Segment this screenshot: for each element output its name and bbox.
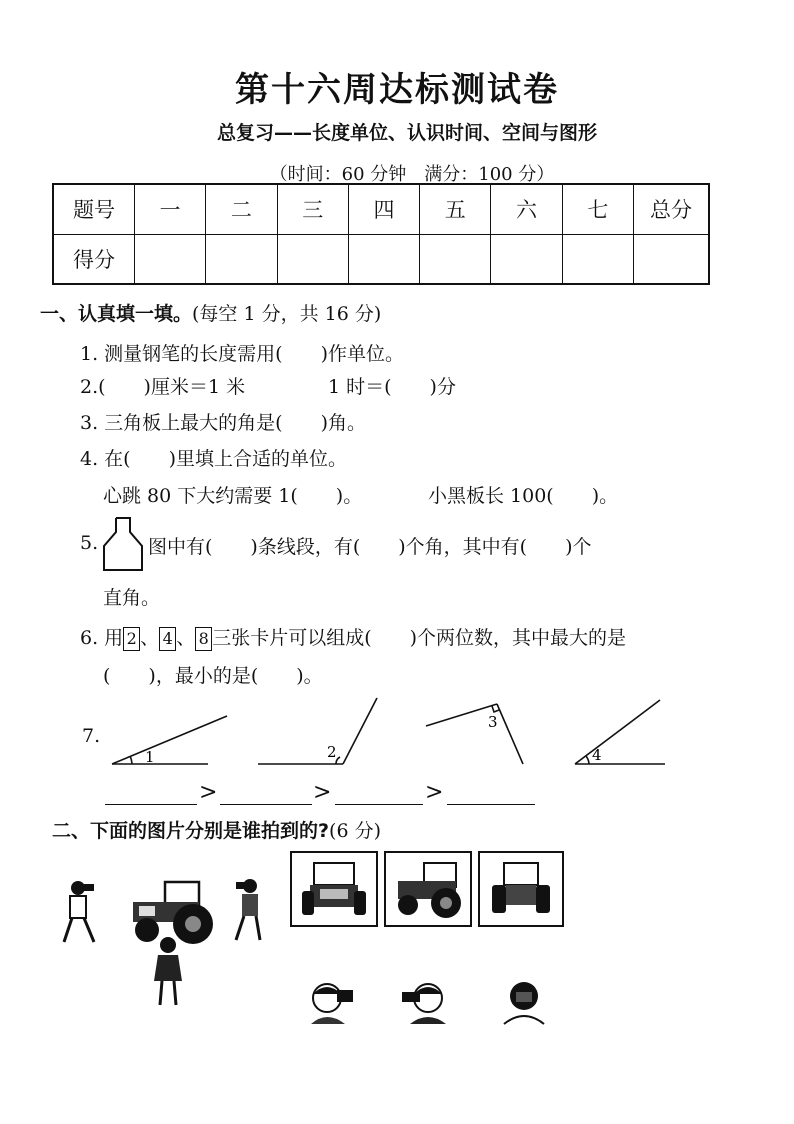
question-6-prefix: 6. 用 (80, 627, 124, 649)
angle-2 (258, 698, 377, 764)
answer-blank[interactable] (335, 804, 423, 805)
angle-3 (426, 704, 523, 764)
question-2a: 2.( )厘米＝1 米 (80, 376, 246, 398)
separator: 、 (140, 627, 160, 649)
question-6-text: 三张卡片可以组成( )个两位数，其中最大的是 (212, 627, 627, 649)
score-header-cell: 题号 (53, 184, 135, 234)
child-camera-3 (500, 978, 548, 1026)
person-left-photographer (58, 878, 102, 948)
answer-blank[interactable] (447, 804, 535, 805)
question-2b: 1 时＝( )分 (328, 376, 456, 398)
score-cell[interactable] (348, 234, 419, 284)
section2-title: 二、下面的图片分别是谁拍到的? (52, 820, 330, 842)
angle-1 (112, 716, 227, 764)
question-3: 3. 三角板上最大的角是( )角。 (80, 412, 366, 434)
angle-label-3: 3 (488, 713, 498, 731)
photo-tractor-side (384, 851, 472, 927)
question-4: 4. 在( )里填上合适的单位。 (80, 448, 347, 470)
score-header-cell: 总分 (634, 184, 710, 234)
number-card: 2 (123, 627, 140, 651)
answer-blank[interactable] (220, 804, 312, 805)
score-header-cell: 六 (491, 184, 562, 234)
score-header-cell: 七 (562, 184, 633, 234)
photo-tractor-back (478, 851, 564, 927)
page-title: 第十六周达标测试卷 (235, 70, 559, 110)
person-front-photographer (148, 935, 188, 1009)
question-5-text: 图中有( )条线段，有( )个角，其中有( )个 (148, 536, 592, 558)
score-cell[interactable] (634, 234, 710, 284)
score-cell[interactable] (420, 234, 491, 284)
score-cell[interactable] (206, 234, 277, 284)
answer-blank[interactable] (105, 804, 197, 805)
score-table (52, 183, 710, 285)
question-5-continued: 直角。 (103, 587, 161, 609)
section1-note: (每空 1 分，共 16 分) (192, 303, 382, 325)
greater-than-sign: > (425, 780, 444, 805)
time-info: （时间：60 分钟 满分：100 分） (269, 164, 555, 185)
score-header-cell: 五 (420, 184, 491, 234)
section1-heading (40, 299, 381, 326)
score-table-header-row (53, 184, 709, 234)
score-cell[interactable] (562, 234, 633, 284)
score-cell[interactable] (277, 234, 348, 284)
question-4b: 小黑板长 100( )。 (428, 485, 619, 507)
comparison-answer-row (105, 782, 545, 808)
score-row-label: 得分 (53, 234, 135, 284)
greater-than-sign: > (199, 780, 218, 805)
score-header-cell: 四 (348, 184, 419, 234)
angle-label-2: 2 (327, 743, 337, 761)
score-cell[interactable] (491, 234, 562, 284)
angle-4 (575, 700, 665, 764)
photo-tractor-front (290, 851, 378, 927)
question-5-number: 5. (80, 532, 99, 554)
score-header-cell: 二 (206, 184, 277, 234)
score-header-cell: 三 (277, 184, 348, 234)
child-camera-2 (398, 980, 452, 1026)
section1-title: 一、认真填一填。 (40, 303, 193, 325)
score-header-cell: 一 (135, 184, 206, 234)
separator: 、 (176, 627, 196, 649)
angle-label-1: 1 (145, 748, 155, 766)
bottle-shape-figure (102, 516, 144, 572)
page-subtitle: 总复习——长度单位、认识时间、空间与图形 (216, 122, 597, 144)
section2-heading (52, 816, 381, 843)
question-6-continued: ( )，最小的是( )。 (103, 665, 323, 687)
number-card: 4 (159, 627, 176, 651)
number-card: 8 (195, 627, 212, 651)
question-1: 1. 测量钢笔的长度需用( )作单位。 (80, 343, 404, 365)
section2-note: (6 分) (329, 820, 381, 842)
question-6 (80, 623, 626, 651)
question-4a: 心跳 80 下大约需要 1( )。 (103, 485, 363, 507)
angle-label-4: 4 (592, 746, 602, 764)
greater-than-sign: > (313, 780, 332, 805)
score-table-score-row (53, 234, 709, 284)
person-right-photographer (228, 876, 268, 946)
score-cell[interactable] (135, 234, 206, 284)
child-camera-1 (305, 980, 357, 1026)
question-7-number: 7. (82, 725, 101, 747)
